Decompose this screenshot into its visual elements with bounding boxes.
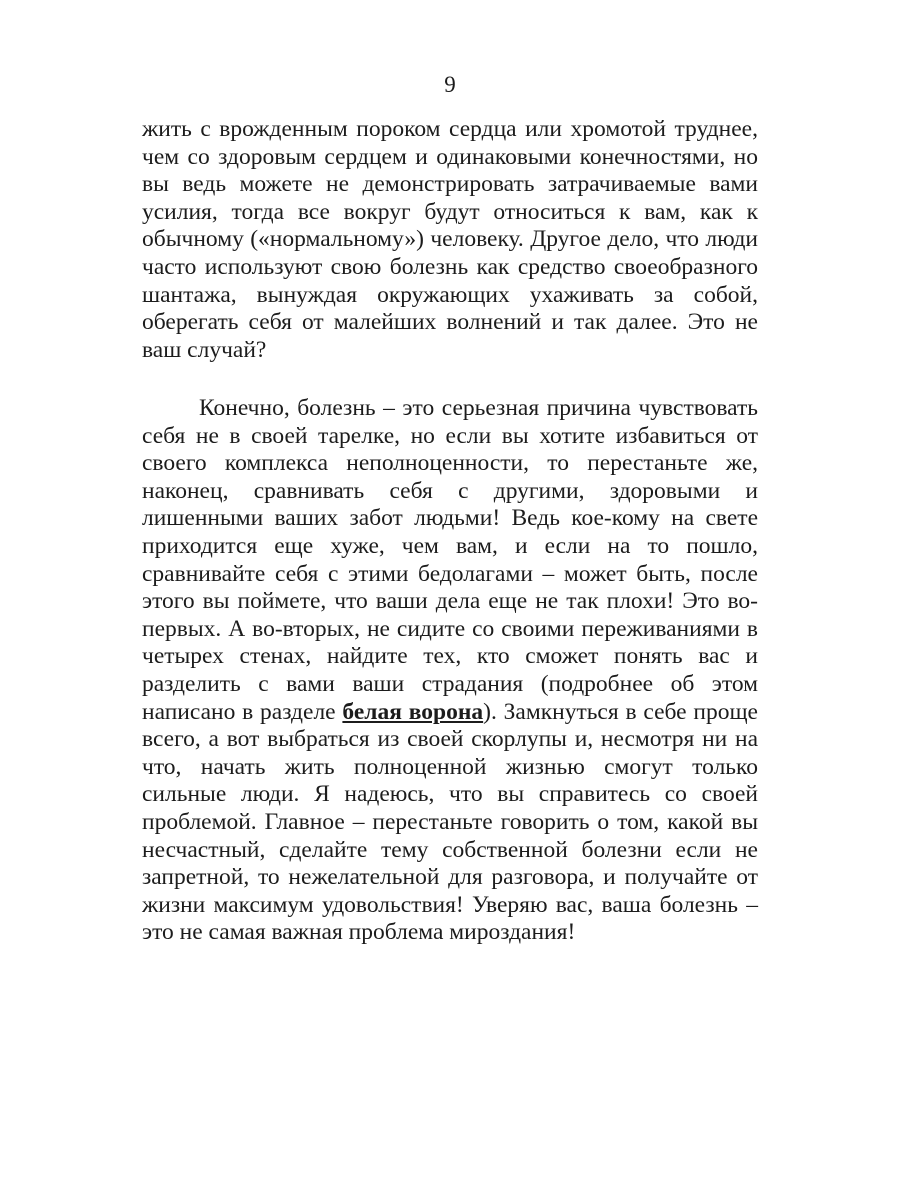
cross-reference-link[interactable]: белая ворона xyxy=(342,698,484,725)
paragraph-2-text-start: Конечно, болезнь – это серьезная причина чувствовать себя не в своей тарелке, но если вы хотите избавиться от своего комплекса неполноценности, то перестаньте же, наконец, сравнивать себя с другими, здоровыми и лишенными ваших забот людьми! Ведь кое-кому на свете приходится еще хуже, чем вам, и если на то пошло, сравнивайте себя с этими бедолагами – может быть, после этого вы поймете, что ваши дела еще не так плохи! Это во-первых. А во-вторых, не сидите со своими переживаниями в четырех стенах, найдите тех, кто сможет понять вас и разделить с вами ваши страдания (подробнее об этом написано в разделе xyxy=(142,395,758,725)
paragraph-1-text: жить с врожденным пороком сердца или хромотой труднее, чем со здоровым сердцем и одинаковыми конечностями, но вы ведь можете не демонстрировать затрачиваемые вами усилия, тогда все вокруг будут относиться к вам, как к обычному («нормальному») человеку. Другое дело, что люди часто используют свою болезнь как средство своеобразного шантажа, вынуждая окружающих ухаживать за собой, оберегать себя от малейших волнений и так далее. Это не ваш случай? xyxy=(142,116,758,363)
paragraph-2 xyxy=(142,395,758,947)
paragraph-2-text-end: ). Замкнуться в себе проще всего, а вот выбраться из своей скорлупы и, несмотря ни на что, начать жить полноценной жизнью смогут только сильные люди. Я надеюсь, что вы справитесь со своей проблемой. Главное – перестаньте говорить о том, какой вы несчастный, сделайте тему собственной болезни если не запретной, то нежелательной для разговора, и получайте от жизни максимум удовольствия! Уверяю вас, ваша болезнь – это не самая важная проблема мироздания! xyxy=(142,698,758,946)
page-number: 9 xyxy=(444,72,456,97)
paragraph-1 xyxy=(142,116,758,364)
